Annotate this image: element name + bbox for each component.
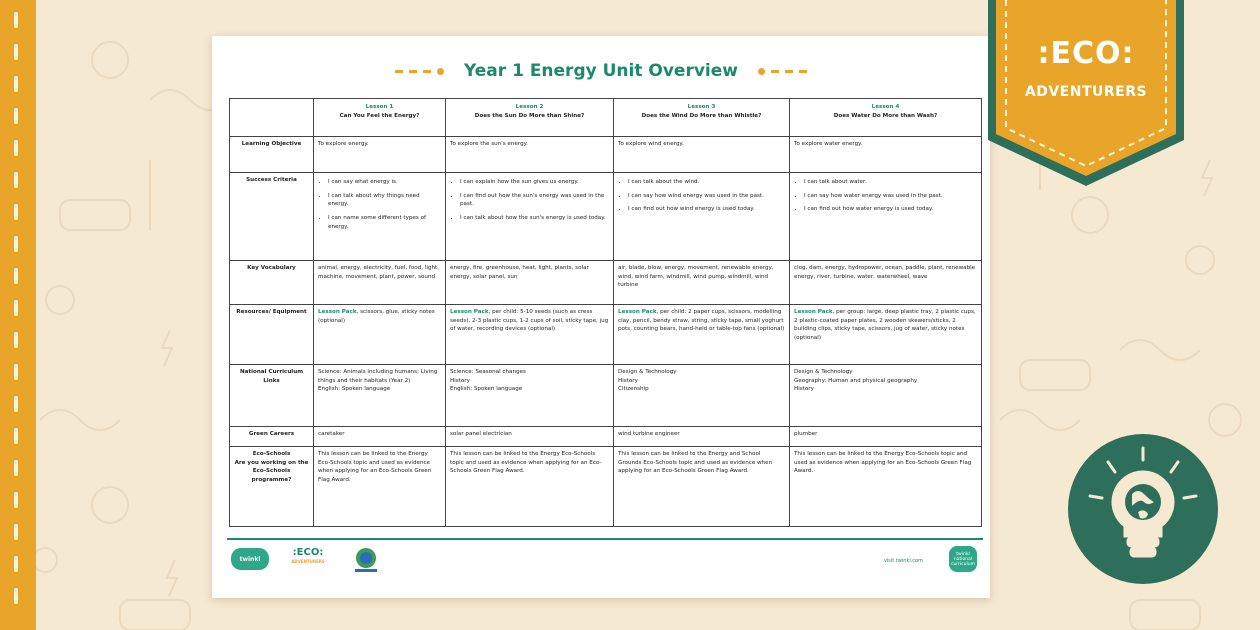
table-cell	[314, 173, 446, 261]
document-footer	[227, 538, 983, 580]
list-item: • I can say how water energy was used in the past.	[804, 192, 977, 201]
table-cell: To explore the sun's energy.	[446, 137, 614, 173]
list-item: • I can talk about the wind.	[628, 178, 785, 187]
list-item: • I can talk about why things need energy.	[328, 192, 441, 209]
table-cell: This lesson can be linked to the Energy Eco-Schools topic and used as evidence when applying for an Eco-Schools Green Flag Award.	[314, 447, 446, 527]
unit-overview-table	[229, 98, 982, 527]
table-cell: Lesson Pack, per group: large, deep plastic tray, 2 plastic cups, 2 plastic-coated paper plates, 2 wooden skewers/sticks, 2 building clips, sticky tape, scissors, jug of water, sticky notes (optional)	[790, 305, 982, 365]
curriculum-item: Science: Animals including humans; Living things and their habitats (Year 2)	[318, 369, 438, 384]
badge-title: :ECO:	[1037, 36, 1135, 71]
table-cell: Lesson Pack, per child: 5-10 seeds (such as cress seeds), 2-3 plastic cups, 1-2 cups of soil, sticky tape, jug of water, recording devices (optional)	[446, 305, 614, 365]
eco-schools-logo	[351, 546, 381, 574]
table-row	[230, 365, 982, 427]
table-cell	[446, 173, 614, 261]
row-label-eco-schools: Eco-Schools Are you working on the Eco-Schools programme?	[230, 447, 314, 527]
row-label-resources-equipment: Resources/ Equipment	[230, 305, 314, 365]
row-label-key-vocabulary: Key Vocabulary	[230, 261, 314, 305]
table-cell: animal, energy, electricity, fuel, food, light, machine, movement, plant, power, sound	[314, 261, 446, 305]
table-cell: wind turbine engineer	[614, 427, 790, 447]
curriculum-item: History	[450, 377, 470, 384]
table-cell: This lesson can be linked to the Energy Eco-Schools topic and used as evidence when applying for an Eco-Schools Green Flag Award.	[446, 447, 614, 527]
footer-url: visit twinkl.com	[883, 558, 923, 564]
table-row	[230, 137, 982, 173]
table-row	[230, 427, 982, 447]
curriculum-item: Geography: Human and physical geography	[794, 377, 918, 384]
national-curriculum-logo: twinkl national curriculum	[949, 546, 977, 572]
table-cell	[614, 173, 790, 261]
table-cell: This lesson can be linked to the Energy and School Grounds Eco-Schools topic and used as evidence when applying for an Eco-Schools Green Flag Award.	[614, 447, 790, 527]
row-label-learning-objective: Learning Objective	[230, 137, 314, 173]
badge-subtitle: ADVENTURERS	[1024, 84, 1148, 100]
list-item: • I can find out how the sun's energy was used in the past.	[460, 192, 609, 209]
lesson-header: Lesson 4 Does Water Do More than Wash?	[790, 99, 982, 137]
lightbulb-earth-icon	[1068, 434, 1218, 584]
table-row	[230, 173, 982, 261]
table-row	[230, 305, 982, 365]
curriculum-item: Citizenship	[618, 386, 649, 393]
table-cell	[790, 173, 982, 261]
row-label-green-careers: Green Careers	[230, 427, 314, 447]
title-decoration-left	[395, 68, 444, 75]
row-label-national-curriculum-links: National Curriculum Links	[230, 365, 314, 427]
list-item: • I can find out how water energy is used today.	[804, 205, 977, 214]
table-cell: air, blade, blow, energy, movement, renewable energy, wind, wind farm, windmill, wind pump, windmill, wind turbine	[614, 261, 790, 305]
table-cell: clog, dam, energy, hydropower, ocean, paddle, plant, renewable energy, river, turbine, water, waterwheel, wave	[790, 261, 982, 305]
table-row	[230, 447, 982, 527]
table-header-row	[230, 99, 982, 137]
list-item: • I can talk about water.	[804, 178, 977, 187]
list-item: • I can talk about how the sun's energy is used today.	[460, 214, 609, 223]
table-cell: solar panel electrician	[446, 427, 614, 447]
table-cell: Lesson Pack, scissors, glue, sticky notes (optional)	[314, 305, 446, 365]
table-cell	[446, 365, 614, 427]
table-cell	[314, 365, 446, 427]
curriculum-item: English: Spoken language	[450, 386, 523, 393]
title-decoration-right	[758, 68, 807, 75]
table-cell: caretaker	[314, 427, 446, 447]
list-item: • I can say how wind energy was used in the past.	[628, 192, 785, 201]
lesson-header: Lesson 1 Can You Feel the Energy?	[314, 99, 446, 137]
lesson-header: Lesson 2 Does the Sun Do More than Shine?	[446, 99, 614, 137]
list-item: • I can say what energy is.	[328, 178, 441, 187]
left-binding-strip	[0, 0, 36, 630]
table-cell	[614, 365, 790, 427]
list-item: • I can find out how wind energy is used today.	[628, 205, 785, 214]
curriculum-item: Design & Technology	[794, 369, 853, 375]
header-empty-cell	[230, 99, 314, 137]
curriculum-item: Design & Technology	[618, 369, 677, 375]
table-cell: energy, fire, greenhouse, heat, light, plants, solar energy, solar panel, sun	[446, 261, 614, 305]
eco-adventurers-logo: :ECO: ADVENTURERS	[291, 547, 325, 564]
table-cell: Lesson Pack, per child: 2 paper cups, scissors, modelling clay, pencil, bendy straw, string, sticky tape, small yoghurt pots, counting bears, hand-held or table-top fans (optional)	[614, 305, 790, 365]
table-cell	[790, 365, 982, 427]
document-sheet	[212, 36, 990, 598]
curriculum-item: History	[618, 377, 638, 384]
table-cell: plumber	[790, 427, 982, 447]
row-label-success-criteria: Success Criteria	[230, 173, 314, 261]
twinkl-logo: twinkl	[231, 548, 269, 570]
curriculum-item: English: Spoken language	[318, 386, 391, 393]
table-cell: To explore wind energy.	[614, 137, 790, 173]
list-item: • I can name some different types of energy.	[328, 214, 441, 231]
lesson-header: Lesson 3 Does the Wind Do More than Whistle?	[614, 99, 790, 137]
curriculum-item: Science: Seasonal changes	[450, 369, 526, 375]
table-cell: To explore water energy.	[790, 137, 982, 173]
document-title: Year 1 Energy Unit Overview	[464, 61, 738, 81]
table-row	[230, 261, 982, 305]
lightbulb-earth-badge	[1068, 434, 1218, 584]
table-cell: To explore energy.	[314, 137, 446, 173]
curriculum-item: History	[794, 386, 814, 393]
title-row	[212, 54, 990, 88]
list-item: • I can explain how the sun gives us energy.	[460, 178, 609, 187]
table-cell: This lesson can be linked to the Energy Eco-Schools topic and used as evidence when applying for an Eco-Schools Green Flag Award.	[790, 447, 982, 527]
